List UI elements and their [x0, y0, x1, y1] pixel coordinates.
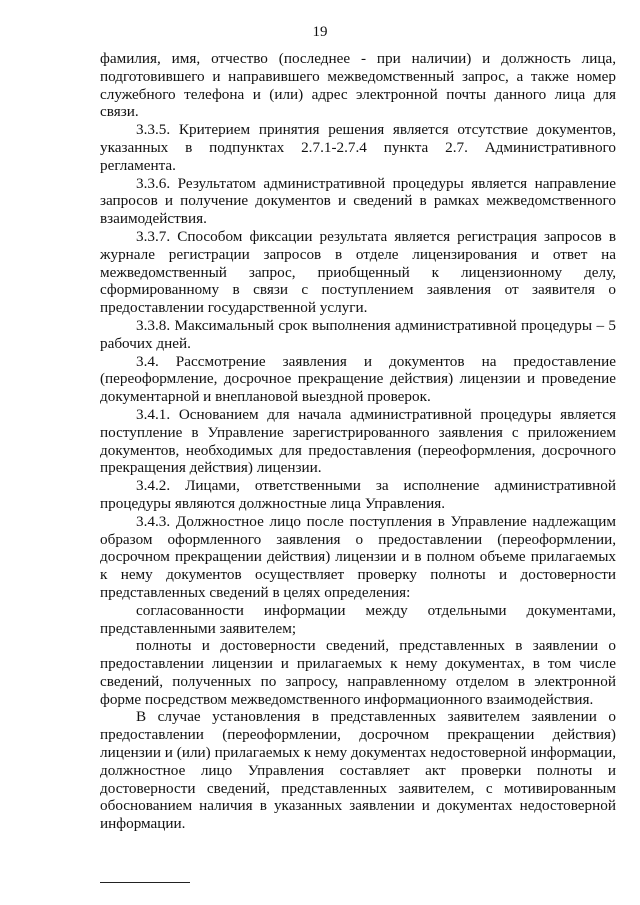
paragraph: 3.4.3. Должностное лицо после поступления в Управление надлежащим образом оформленного заявления о предоставлении (переоформлении, досрочном прекращении действия) лицензии и в полном объеме прилагаемых к нему документов осуществляет проверку полноты и достоверности представленных сведений в целях определения:	[100, 512, 616, 601]
paragraph: 3.3.5. Критерием принятия решения является отсутствие документов, указанных в подпунктах 2.7.1-2.7.4 пункта 2.7. Административного регламента.	[100, 121, 616, 174]
paragraph: В случае установления в представленных заявителем заявлении о предоставлении (переоформлении, досрочном прекращении действия) лицензии и (или) прилагаемых к нему документах недостоверной информации, должностное лицо Управления составляет акт проверки полноты и достоверности сведений, представленных заявителем, с мотивированным обоснованием наличия в указанных заявлении и документах недостоверной информации.	[100, 708, 616, 833]
paragraph: фамилия, имя, отчество (последнее - при наличии) и должность лица, подготовившего и направившего межведомственный запрос, а также номер служебного телефона и (или) адрес электронной почты данного лица для связи.	[100, 50, 616, 121]
paragraph: 3.3.7. Способом фиксации результата является регистрация запросов в журнале регистрации запросов в отделе лицензирования и ответ на межведомственный запрос, приобщенный к лицензионному делу, сформированному в связи с поступлением заявления от заявителя о предоставлении государственной услуги.	[100, 227, 616, 317]
paragraph: 3.4. Рассмотрение заявления и документов на предоставление (переоформление, досрочное прекращение действия) лицензии и проведение документарной и внеплановой выездной проверок.	[100, 352, 616, 406]
paragraph: 3.3.6. Результатом административной процедуры является направление запросов и получение документов и сведений в рамках межведомственного взаимодействия.	[100, 174, 616, 228]
document-body	[100, 50, 616, 833]
paragraph: полноты и достоверности сведений, представленных в заявлении о предоставлении лицензии и прилагаемых к нему документах, в том числе сведений, полученных по запросу, направленному отделом в электронной форме посредством межведомственного информационного взаимодействия.	[100, 637, 616, 708]
paragraph: 3.4.2. Лицами, ответственными за исполнение административной процедуры являются должностные лица Управления.	[100, 477, 616, 512]
paragraph: 3.4.1. Основанием для начала административной процедуры является поступление в Управление зарегистрированного заявления с приложением документов, необходимых для предоставления (переоформления, досрочного прекращения действия) лицензии.	[100, 405, 616, 477]
paragraph: согласованности информации между отдельными документами, представленными заявителем;	[100, 601, 616, 637]
page-number: 19	[312, 24, 328, 40]
paragraph: 3.3.8. Максимальный срок выполнения административной процедуры – 5 рабочих дней.	[100, 316, 616, 352]
footnote-separator	[100, 882, 190, 883]
